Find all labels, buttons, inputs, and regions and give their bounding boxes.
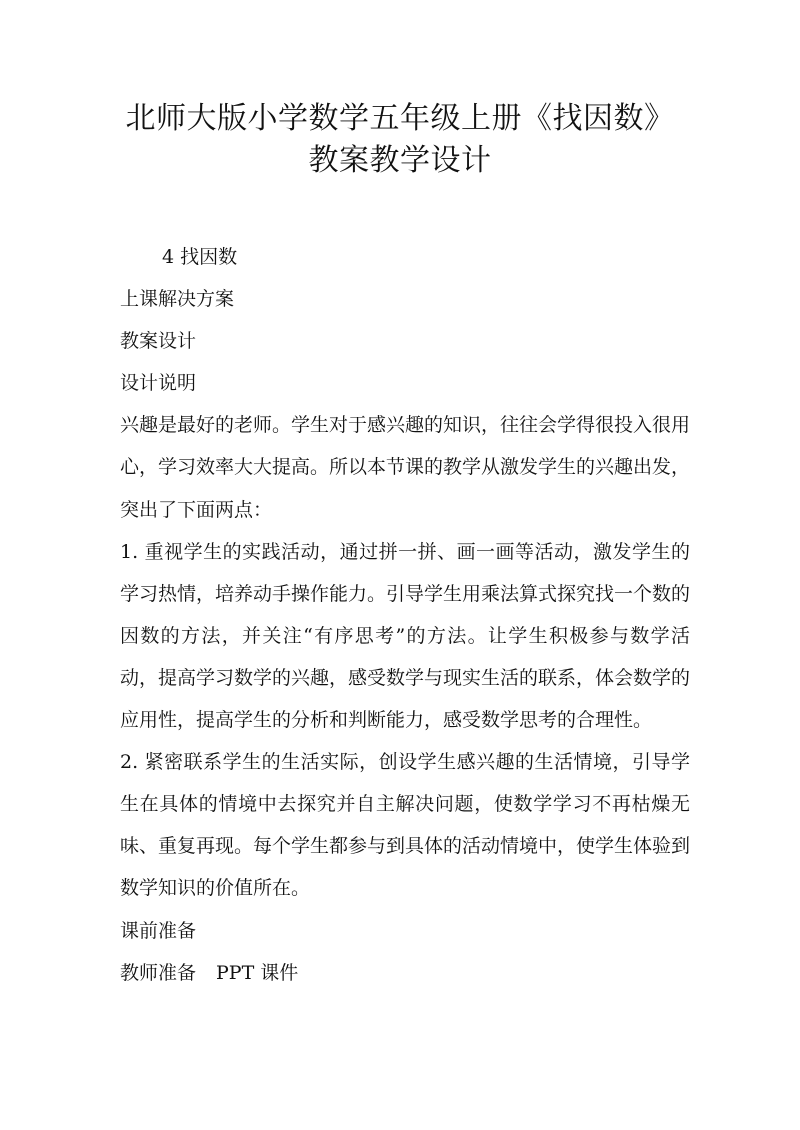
subheading: 课前准备 — [120, 919, 197, 942]
subheading: 上课解决方案 — [120, 288, 235, 311]
teacher-prep-value: PPT 课件 — [216, 961, 299, 984]
document-body — [120, 236, 690, 994]
document-title-line-1: 北师大版小学数学五年级上册《找因数》 — [125, 101, 675, 136]
document-title-line-2: 教案教学设计 — [308, 143, 492, 178]
paragraph: 兴趣是最好的老师。学生对于感兴趣的知识，往往会学得很投入很用心，学习效率大大提高。所以本节课的教学从激发学生的兴趣出发，突出了下面两点： — [120, 414, 691, 521]
subheading: 设计说明 — [120, 372, 197, 395]
subheading: 教案设计 — [120, 330, 197, 353]
teacher-prep-line — [120, 952, 690, 994]
teacher-prep-label: 教师准备 — [120, 961, 197, 984]
section-heading: 4 找因数 — [162, 246, 238, 268]
paragraph: 2. 紧密联系学生的生活实际，创设学生感兴趣的生活情境，引导学生在具体的情境中去探究并自主解决问题，使数学学习不再枯燥无味、重复再现。每个学生都参与到具体的活动情境中，使学生体验到数学知识的价值所在。 — [120, 751, 691, 900]
paragraph: 1. 重视学生的实践活动，通过拼一拼、画一画等活动，激发学生的学习热情，培养动手操作能力。引导学生用乘法算式探究找一个数的因数的方法，并关注“有序思考”的方法。让学生积极参与数学活动，提高学习数学的兴趣，感受数学与现实生活的联系，体会数学的应用性，提高学生的分析和判断能力，感受数学思考的合理性。 — [120, 540, 691, 732]
